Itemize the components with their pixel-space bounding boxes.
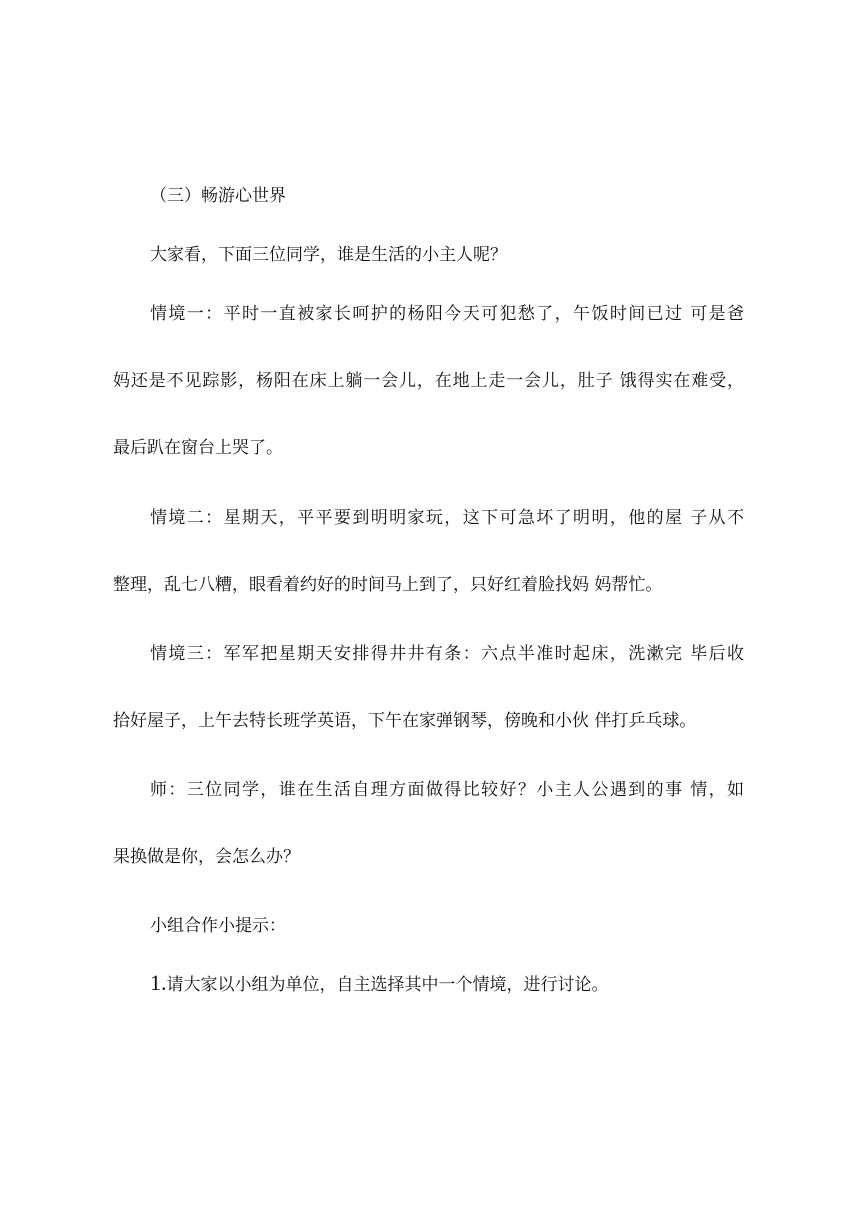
scenario-3-line-1: 情境三：军军把星期天安排得井井有条：六点半准时起床，洗漱完 毕后收 bbox=[150, 644, 744, 664]
teacher-question-line-2: 果换做是你，会怎么办？ bbox=[113, 847, 300, 867]
tip-1-number: 1. bbox=[150, 970, 167, 995]
section-heading: （三）畅游心世界 bbox=[150, 186, 286, 206]
tip-1 bbox=[150, 972, 609, 996]
tips-heading: 小组合作小提示： bbox=[150, 916, 286, 936]
scenario-2-line-1: 情境二：星期天，平平要到明明家玩，这下可急坏了明明，他的屋 子从不 bbox=[150, 508, 744, 528]
scenario-2-line-2: 整理，乱七八糟，眼看着约好的时间马上到了，只好红着脸找妈 妈帮忙。 bbox=[113, 575, 663, 595]
scenario-1-line-3: 最后趴在窗台上哭了。 bbox=[113, 438, 283, 458]
intro-paragraph: 大家看，下面三位同学，谁是生活的小主人呢？ bbox=[150, 245, 507, 265]
scenario-1-line-1: 情境一：平时一直被家长呵护的杨阳今天可犯愁了，午饭时间已过 可是爸 bbox=[150, 304, 744, 324]
scenario-3-line-2: 拾好屋子，上午去特长班学英语，下午在家弹钢琴，傍晚和小伙 伴打乒乓球。 bbox=[113, 711, 697, 731]
tip-1-text: 请大家以小组为单位，自主选择其中一个情境，进行讨论。 bbox=[166, 975, 609, 995]
teacher-question-line-1: 师：三位同学，谁在生活自理方面做得比较好？小主人公遇到的事 情，如 bbox=[150, 780, 744, 800]
scenario-1-line-2: 妈还是不见踪影，杨阳在床上躺一会儿，在地上走一会儿，肚子 饿得实在难受， bbox=[113, 371, 744, 391]
